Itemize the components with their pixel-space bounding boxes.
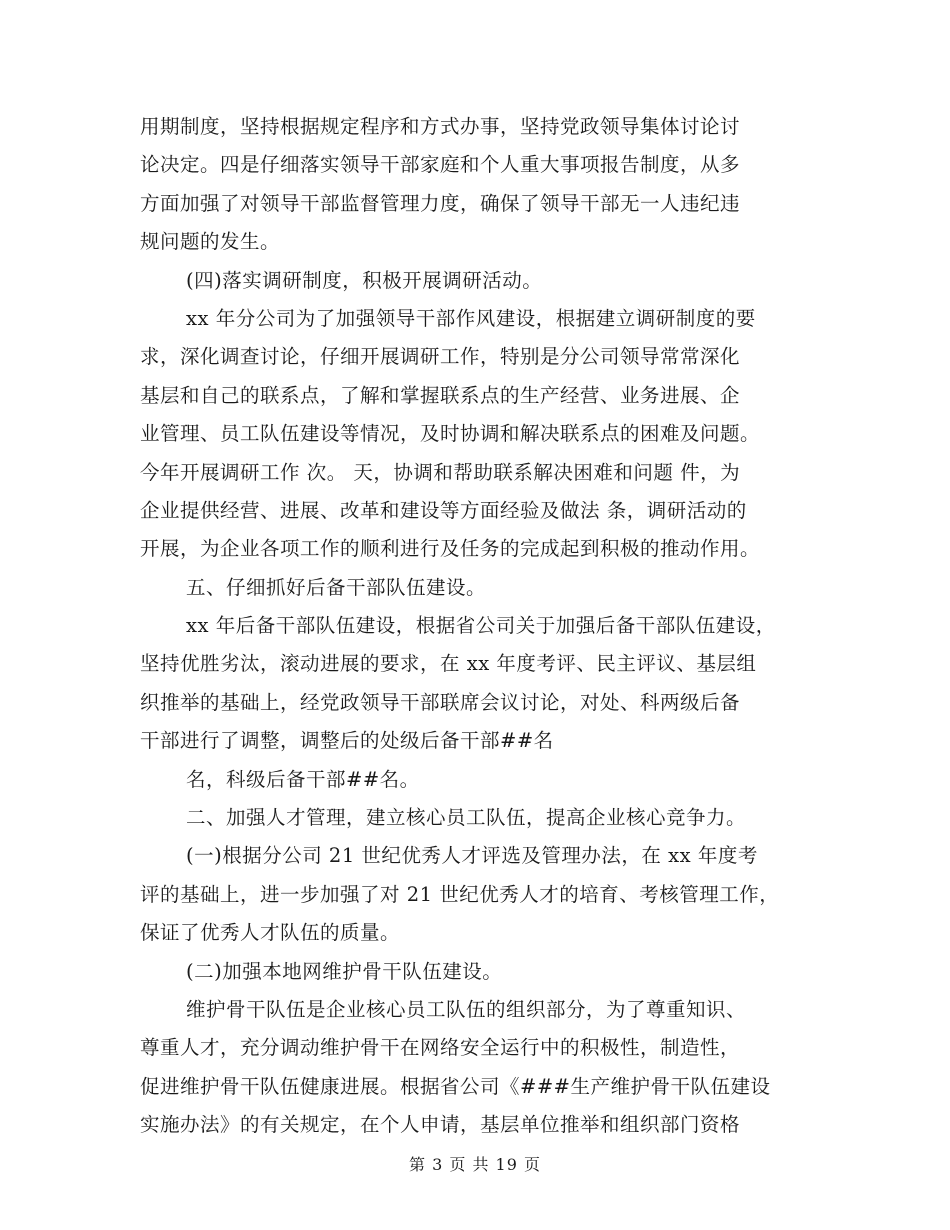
- text-line: 求，深化调查讨论，仔细开展调研工作，特别是分公司领导常常深化: [140, 345, 741, 369]
- text-line: 名，科级后备干部##名。: [186, 767, 420, 791]
- section-heading: 二、加强人才管理，建立核心员工队伍，提高企业核心竞争力。: [186, 806, 747, 830]
- text-line: 今年开展调研工作 次。 天，协调和帮助联系解决困难和问题 件，为: [140, 460, 741, 484]
- text-line: 基层和自己的联系点，了解和掌握联系点的生产经营、业务进展、企: [140, 383, 741, 407]
- document-body: [140, 108, 830, 1145]
- page-number-footer: 第 3 页 共 19 页: [409, 1155, 541, 1174]
- section-heading: (四)落实调研制度，积极开展调研活动。: [186, 268, 543, 292]
- text-line: 方面加强了对领导干部监督管理力度，确保了领导干部无一人违纪违: [140, 191, 741, 215]
- text-line: xx 年分公司为了加强领导干部作风建设，根据建立调研制度的要: [186, 306, 756, 330]
- text-line: 开展，为企业各项工作的顺利进行及任务的完成起到积极的推动作用。: [140, 537, 761, 561]
- section-heading: 五、仔细抓好后备干部队伍建设。: [186, 575, 487, 599]
- text-line: 干部进行了调整，调整后的处级后备干部##名: [140, 729, 554, 753]
- text-line: 业管理、员工队伍建设等情况，及时协调和解决联系点的困难及问题。: [140, 422, 761, 446]
- section-heading: (二)加强本地网维护骨干队伍建设。: [186, 959, 503, 983]
- text-line: 实施办法》的有关规定，在个人申请，基层单位推举和组织部门资格: [140, 1113, 741, 1137]
- text-line: 保证了优秀人才队伍的质量。: [140, 921, 401, 945]
- text-line: 尊重人才，充分调动维护骨干在网络安全运行中的积极性，制造性，: [140, 1036, 741, 1060]
- text-line: 论决定。四是仔细落实领导干部家庭和个人重大事项报告制度，从多: [140, 153, 741, 177]
- text-line: 促进维护骨干队伍健康进展。根据省公司《###生产维护骨干队伍建设: [140, 1074, 771, 1098]
- text-line: (一)根据分公司 21 世纪优秀人才评选及管理办法，在 xx 年度考: [186, 844, 758, 868]
- text-line: 维护骨干队伍是企业核心员工队伍的组织部分，为了尊重知识、: [186, 997, 747, 1021]
- text-line: 织推举的基础上，经党政领导干部联席会议讨论，对处、科两级后备: [140, 690, 741, 714]
- text-line: 规问题的发生。: [140, 230, 281, 254]
- text-line: xx 年后备干部队伍建设，根据省公司关于加强后备干部队伍建设，: [186, 614, 776, 638]
- text-line: 评的基础上，进一步加强了对 21 世纪优秀人才的培育、考核管理工作，: [140, 882, 780, 906]
- text-line: 用期制度，坚持根据规定程序和方式办事，坚持党政领导集体讨论讨: [140, 115, 741, 138]
- text-line: 企业提供经营、进展、改革和建设等方面经验及做法 条，调研活动的: [140, 498, 747, 522]
- text-line: 坚持优胜劣汰，滚动进展的要求，在 xx 年度考评、民主评议、基层组: [140, 652, 757, 676]
